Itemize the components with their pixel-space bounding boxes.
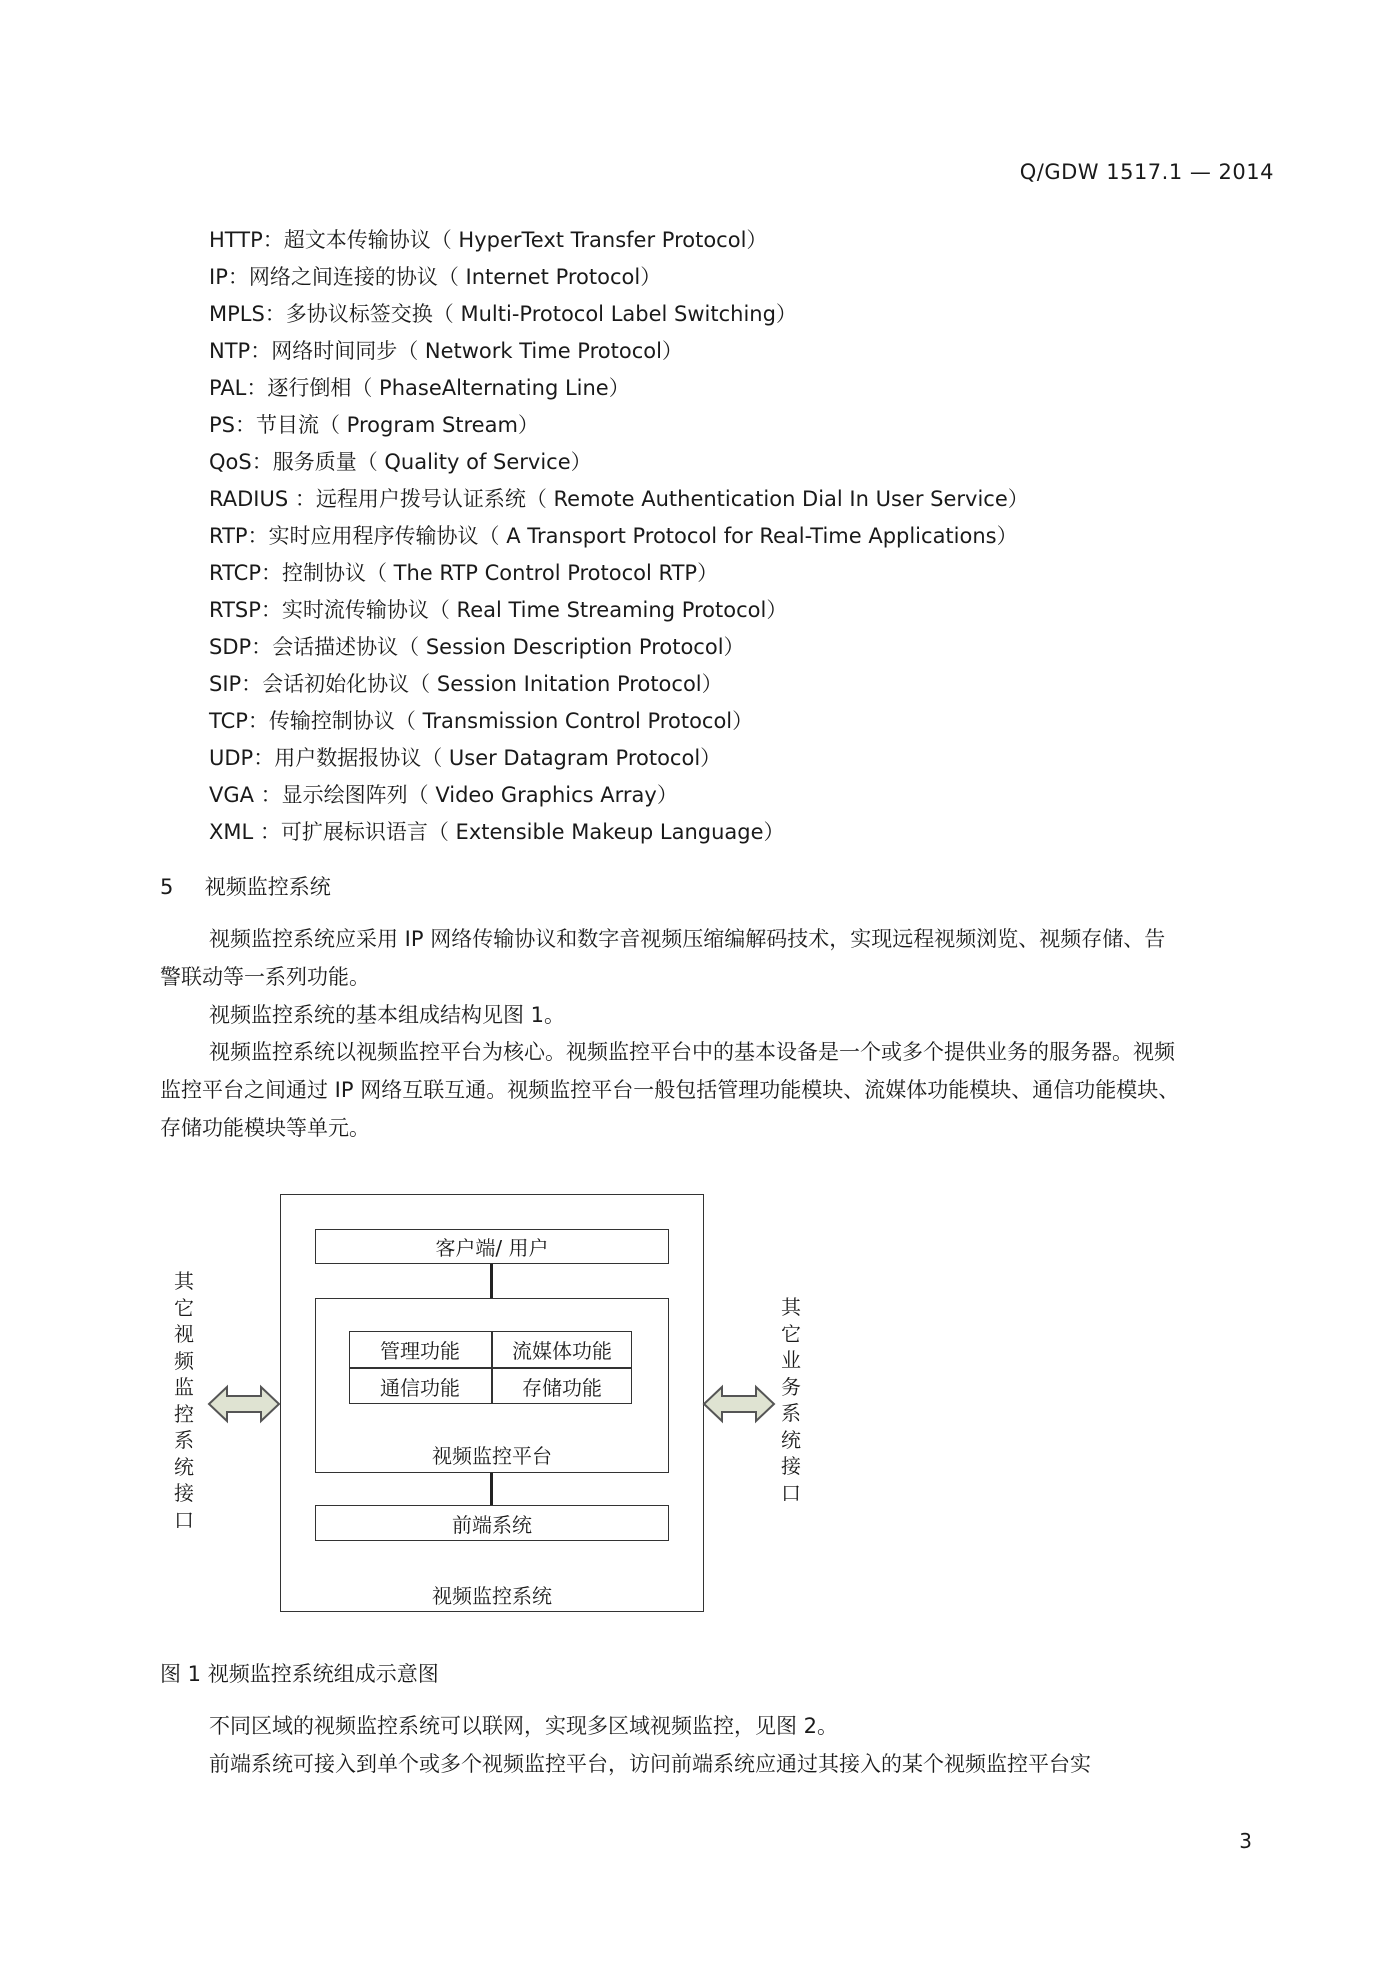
section-title: 视频监控系统 xyxy=(204,875,331,899)
paragraph: 不同区域的视频监控系统可以联网，实现多区域视频监控，见图 2。 xyxy=(209,1714,839,1738)
platform-label: 视频监控平台 xyxy=(432,1444,552,1468)
abbreviation-item: PAL：逐行倒相（ PhaseAlternating Line） xyxy=(209,376,630,400)
paragraph: 前端系统可接入到单个或多个视频监控平台，访问前端系统应通过其接入的某个视频监控平台实 xyxy=(209,1752,1091,1776)
section-heading xyxy=(160,871,331,901)
module-communication: 通信功能 xyxy=(380,1375,460,1400)
right-interface-label: 其它业务系统接口 xyxy=(781,1295,801,1505)
abbreviation-item: RTP：实时应用程序传输协议（ A Transport Protocol for Real-Time Applications） xyxy=(209,524,1018,548)
double-arrow-icon xyxy=(702,1384,776,1424)
abbreviation-item: RTCP：控制协议（ The RTP Control Protocol RTP） xyxy=(209,561,719,585)
abbreviation-item: HTTP：超文本传输协议（ HyperText Transfer Protocol） xyxy=(209,228,768,252)
abbreviation-item: MPLS：多协议标签交换（ Multi-Protocol Label Switching） xyxy=(209,302,797,326)
module-storage: 存储功能 xyxy=(522,1375,602,1400)
module-management: 管理功能 xyxy=(380,1338,460,1363)
paragraph: 视频监控系统以视频监控平台为核心。视频监控平台中的基本设备是一个或多个提供业务的服务器。视频监控平台之间通过 IP 网络互联互通。视频监控平台一般包括管理功能模块、流媒体功能模块、通信功能模块、存储功能模块等单元。 xyxy=(160,1040,1180,1140)
abbreviation-item: VGA ：显示绘图阵列（ Video Graphics Array） xyxy=(209,783,678,807)
abbreviation-item: RADIUS ：远程用户拨号认证系统（ Remote Authentication Dial In User Service） xyxy=(209,487,1029,511)
system-label: 视频监控系统 xyxy=(432,1584,552,1608)
page-number: 3 xyxy=(1239,1829,1252,1853)
frontend-box: 前端系统 xyxy=(315,1505,669,1541)
figure-caption: 图 1 视频监控系统组成示意图 xyxy=(160,1662,439,1686)
section-number: 5 xyxy=(160,875,174,899)
abbreviation-item: NTP：网络时间同步（ Network Time Protocol） xyxy=(209,339,683,363)
paragraph: 视频监控系统应采用 IP 网络传输协议和数字音视频压缩编解码技术，实现远程视频浏览、视频存储、告警联动等一系列功能。 xyxy=(160,927,1166,989)
abbreviation-item: TCP：传输控制协议（ Transmission Control Protocol） xyxy=(209,709,754,733)
module-streaming: 流媒体功能 xyxy=(512,1338,612,1363)
connector-line xyxy=(490,1473,493,1505)
abbreviation-item: PS：节目流（ Program Stream） xyxy=(209,413,539,437)
client-box: 客户端/ 用户 xyxy=(315,1229,669,1264)
paragraph: 视频监控系统的基本组成结构见图 1。 xyxy=(209,1003,566,1027)
abbreviation-item: SDP：会话描述协议（ Session Description Protocol） xyxy=(209,635,745,659)
abbreviation-item: XML ：可扩展标识语言（ Extensible Makeup Language） xyxy=(209,820,785,844)
standard-code: Q/GDW 1517.1 — 2014 xyxy=(1019,160,1274,184)
connector-line xyxy=(490,1264,493,1298)
left-interface-label: 其它视频监控系统接口 xyxy=(174,1269,194,1532)
abbreviation-item: IP：网络之间连接的协议（ Internet Protocol） xyxy=(209,265,662,289)
abbreviation-item: RTSP：实时流传输协议（ Real Time Streaming Protocol） xyxy=(209,598,788,622)
abbreviation-item: UDP：用户数据报协议（ User Datagram Protocol） xyxy=(209,746,722,770)
double-arrow-icon xyxy=(207,1384,281,1424)
abbreviation-item: SIP：会话初始化协议（ Session Initation Protocol） xyxy=(209,672,723,696)
abbreviation-item: QoS：服务质量（ Quality of Service） xyxy=(209,450,592,474)
